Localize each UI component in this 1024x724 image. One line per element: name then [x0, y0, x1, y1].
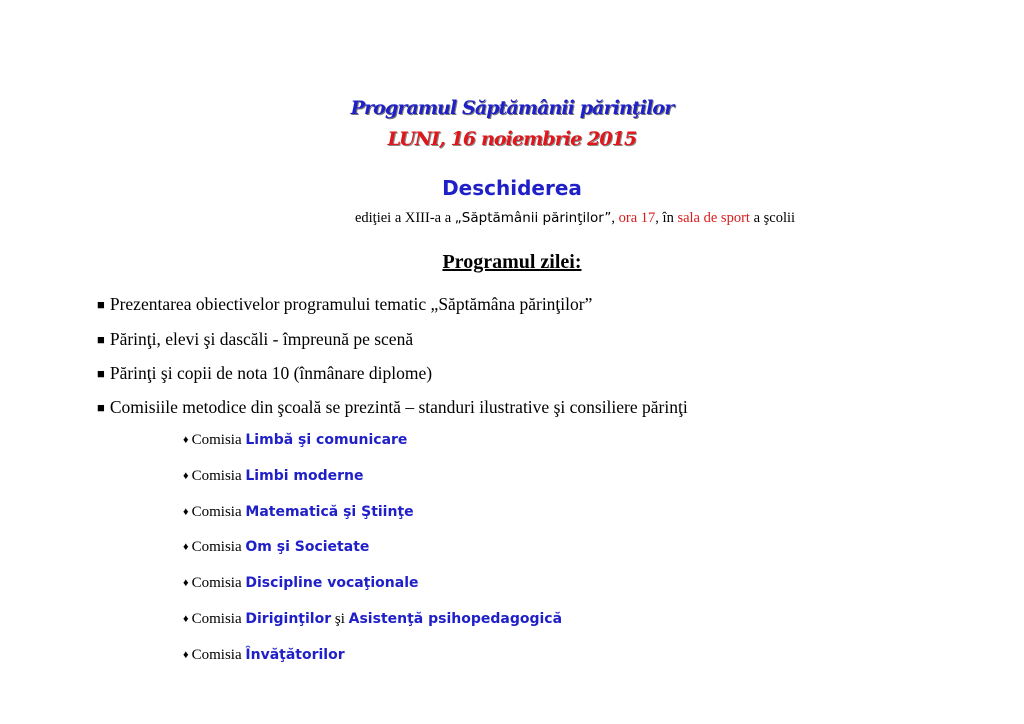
opening-heading: Deschiderea — [442, 176, 582, 200]
commission-name: Învăţătorilor — [245, 647, 345, 663]
commission-item — [183, 468, 363, 485]
commission-name: Om şi Societate — [245, 539, 370, 555]
commission-prefix: Comisia — [191, 468, 242, 484]
diamond-bullet-icon: ♦ — [183, 613, 189, 625]
location-suffix: a şcolii — [749, 210, 796, 226]
commission-item — [183, 647, 345, 664]
program-heading: Programul zilei: — [442, 251, 582, 273]
commission-prefix: Comisia — [191, 432, 242, 448]
commission-prefix: Comisia — [191, 575, 242, 591]
event-location: sala de sport — [677, 210, 750, 226]
commission-item — [183, 539, 369, 556]
event-date: LUNI, 16 noiembrie 2015 — [387, 128, 637, 150]
commission-item — [183, 504, 414, 521]
program-item-text: Prezentarea obiectivelor programului tematic „Săptămâna părinţilor” — [109, 294, 593, 314]
edition-text: ediţiei a XIII-a a — [354, 210, 455, 226]
event-name: „Săptămânii părinţilor” — [454, 210, 612, 226]
square-bullet-icon: ■ — [97, 332, 105, 347]
commission-prefix: Comisia — [191, 647, 242, 663]
event-time: ora 17 — [618, 210, 656, 226]
diamond-bullet-icon: ♦ — [183, 434, 189, 446]
commission-prefix: Comisia — [191, 504, 242, 520]
program-item-text: Comisiile metodice din şcoală se prezintă – standuri ilustrative şi consiliere părinţi — [109, 397, 688, 417]
commission-name: Limbă şi comunicare — [245, 432, 408, 448]
commission-item — [183, 575, 419, 592]
diamond-bullet-icon: ♦ — [183, 506, 189, 518]
program-item-text: Părinţi, elevi şi dascăli - împreună pe scenă — [109, 329, 414, 349]
separator-text: , — [611, 210, 619, 226]
square-bullet-icon: ■ — [97, 297, 105, 312]
program-item — [97, 294, 592, 315]
commission-item — [183, 432, 407, 449]
location-prefix: , în — [655, 210, 678, 226]
commission-prefix: Comisia — [191, 611, 242, 627]
commission-conjunction: şi — [334, 611, 345, 627]
commission-name: Limbi moderne — [245, 468, 364, 484]
commission-prefix: Comisia — [191, 539, 242, 555]
program-item — [97, 329, 413, 350]
commission-name: Matematică şi Ştiinţe — [245, 504, 414, 520]
program-item — [97, 397, 688, 418]
commission-name-secondary: Asistenţă psihopedagogică — [348, 611, 563, 627]
program-item — [97, 363, 432, 384]
diamond-bullet-icon: ♦ — [183, 470, 189, 482]
commission-name: Discipline vocaţionale — [245, 575, 419, 591]
program-item-text: Părinţi şi copii de nota 10 (înmânare diplome) — [109, 363, 433, 383]
commission-name: Diriginţilor — [245, 611, 332, 627]
commission-item — [183, 611, 562, 628]
diamond-bullet-icon: ♦ — [183, 649, 189, 661]
square-bullet-icon: ■ — [97, 366, 105, 381]
square-bullet-icon: ■ — [97, 400, 105, 415]
opening-details — [0, 210, 1024, 227]
diamond-bullet-icon: ♦ — [183, 541, 189, 553]
diamond-bullet-icon: ♦ — [183, 577, 189, 589]
document-title: Programul Săptămânii părinţilor — [350, 97, 674, 119]
